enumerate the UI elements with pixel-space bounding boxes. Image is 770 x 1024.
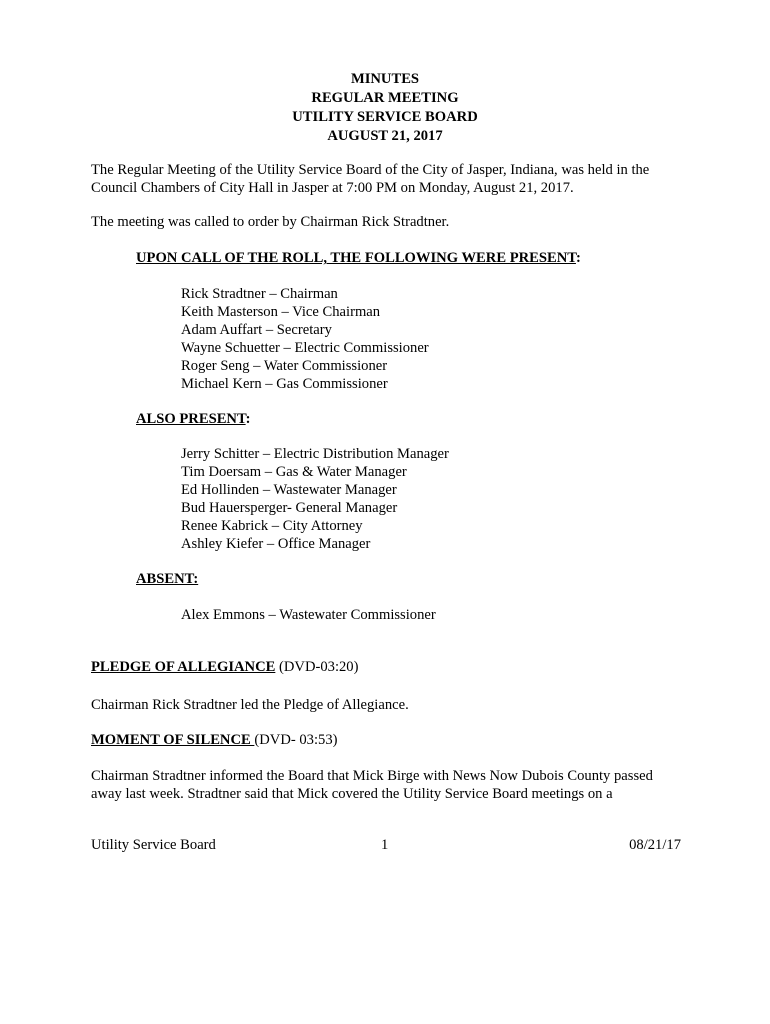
title-date: AUGUST 21, 2017 (327, 128, 443, 144)
title-meeting-type: REGULAR MEETING (311, 90, 459, 106)
document-title (0, 70, 770, 146)
list-item: Michael Kern – Gas Commissioner (181, 376, 388, 392)
list-item: Tim Doersam – Gas & Water Manager (181, 464, 407, 480)
list-item: Renee Kabrick – City Attorney (181, 518, 363, 534)
absent-list (181, 606, 436, 624)
title-minutes: MINUTES (350, 71, 420, 87)
list-item: Wayne Schuetter – Electric Commissioner (181, 340, 429, 356)
roll-call-heading-text: UPON CALL OF THE ROLL, THE FOLLOWING WERE PRESENT (136, 250, 576, 266)
silence-heading (91, 731, 337, 749)
page-footer (91, 836, 681, 854)
list-item: Alex Emmons – Wastewater Commissioner (181, 607, 436, 623)
also-present-heading-text: ALSO PRESENT (136, 411, 246, 427)
silence-paragraph (91, 767, 691, 803)
list-item: Ashley Kiefer – Office Manager (181, 536, 371, 552)
footer-page-number: 1 (381, 837, 389, 853)
pledge-heading (91, 658, 358, 676)
silence-heading-text: MOMENT OF SILENCE (91, 732, 255, 748)
silence-line-1: Chairman Stradtner informed the Board that Mick Birge with News Now Dubois County passed (91, 768, 653, 784)
footer-date: 08/21/17 (629, 837, 681, 853)
intro-line-1: The Regular Meeting of the Utility Service Board of the City of Jasper, Indiana, was held in the (91, 162, 650, 178)
roll-call-heading (136, 249, 581, 267)
list-item: Keith Masterson – Vice Chairman (181, 304, 381, 320)
list-item: Adam Auffart – Secretary (181, 322, 332, 338)
pledge-dvd-ref: (DVD-03:20) (275, 659, 359, 675)
also-present-heading (136, 410, 251, 428)
pledge-heading-text: PLEDGE OF ALLEGIANCE (91, 659, 276, 675)
silence-dvd-ref: (DVD- 03:53) (254, 732, 338, 748)
footer-board-name: Utility Service Board (91, 837, 216, 853)
present-members-list (181, 285, 429, 393)
pledge-text: Chairman Rick Stradtner led the Pledge of Allegiance. (91, 697, 409, 713)
call-to-order-text: The meeting was called to order by Chairman Rick Stradtner. (91, 214, 450, 230)
list-item: Ed Hollinden – Wastewater Manager (181, 482, 397, 498)
absent-heading: ABSENT: (136, 571, 199, 587)
silence-line-2: away last week. Stradtner said that Mick covered the Utility Service Board meetings on a (91, 786, 613, 802)
list-item: Rick Stradtner – Chairman (181, 286, 338, 302)
roll-call-heading-colon: : (575, 250, 581, 266)
list-item: Bud Hauersperger- General Manager (181, 500, 398, 516)
also-present-heading-colon: : (245, 411, 251, 427)
intro-line-2: Council Chambers of City Hall in Jasper at 7:00 PM on Monday, August 21, 2017. (91, 180, 574, 196)
list-item: Roger Seng – Water Commissioner (181, 358, 388, 374)
title-board-name: UTILITY SERVICE BOARD (292, 109, 478, 125)
list-item: Jerry Schitter – Electric Distribution Manager (181, 446, 449, 462)
intro-paragraph (91, 161, 691, 197)
also-present-list (181, 445, 449, 553)
